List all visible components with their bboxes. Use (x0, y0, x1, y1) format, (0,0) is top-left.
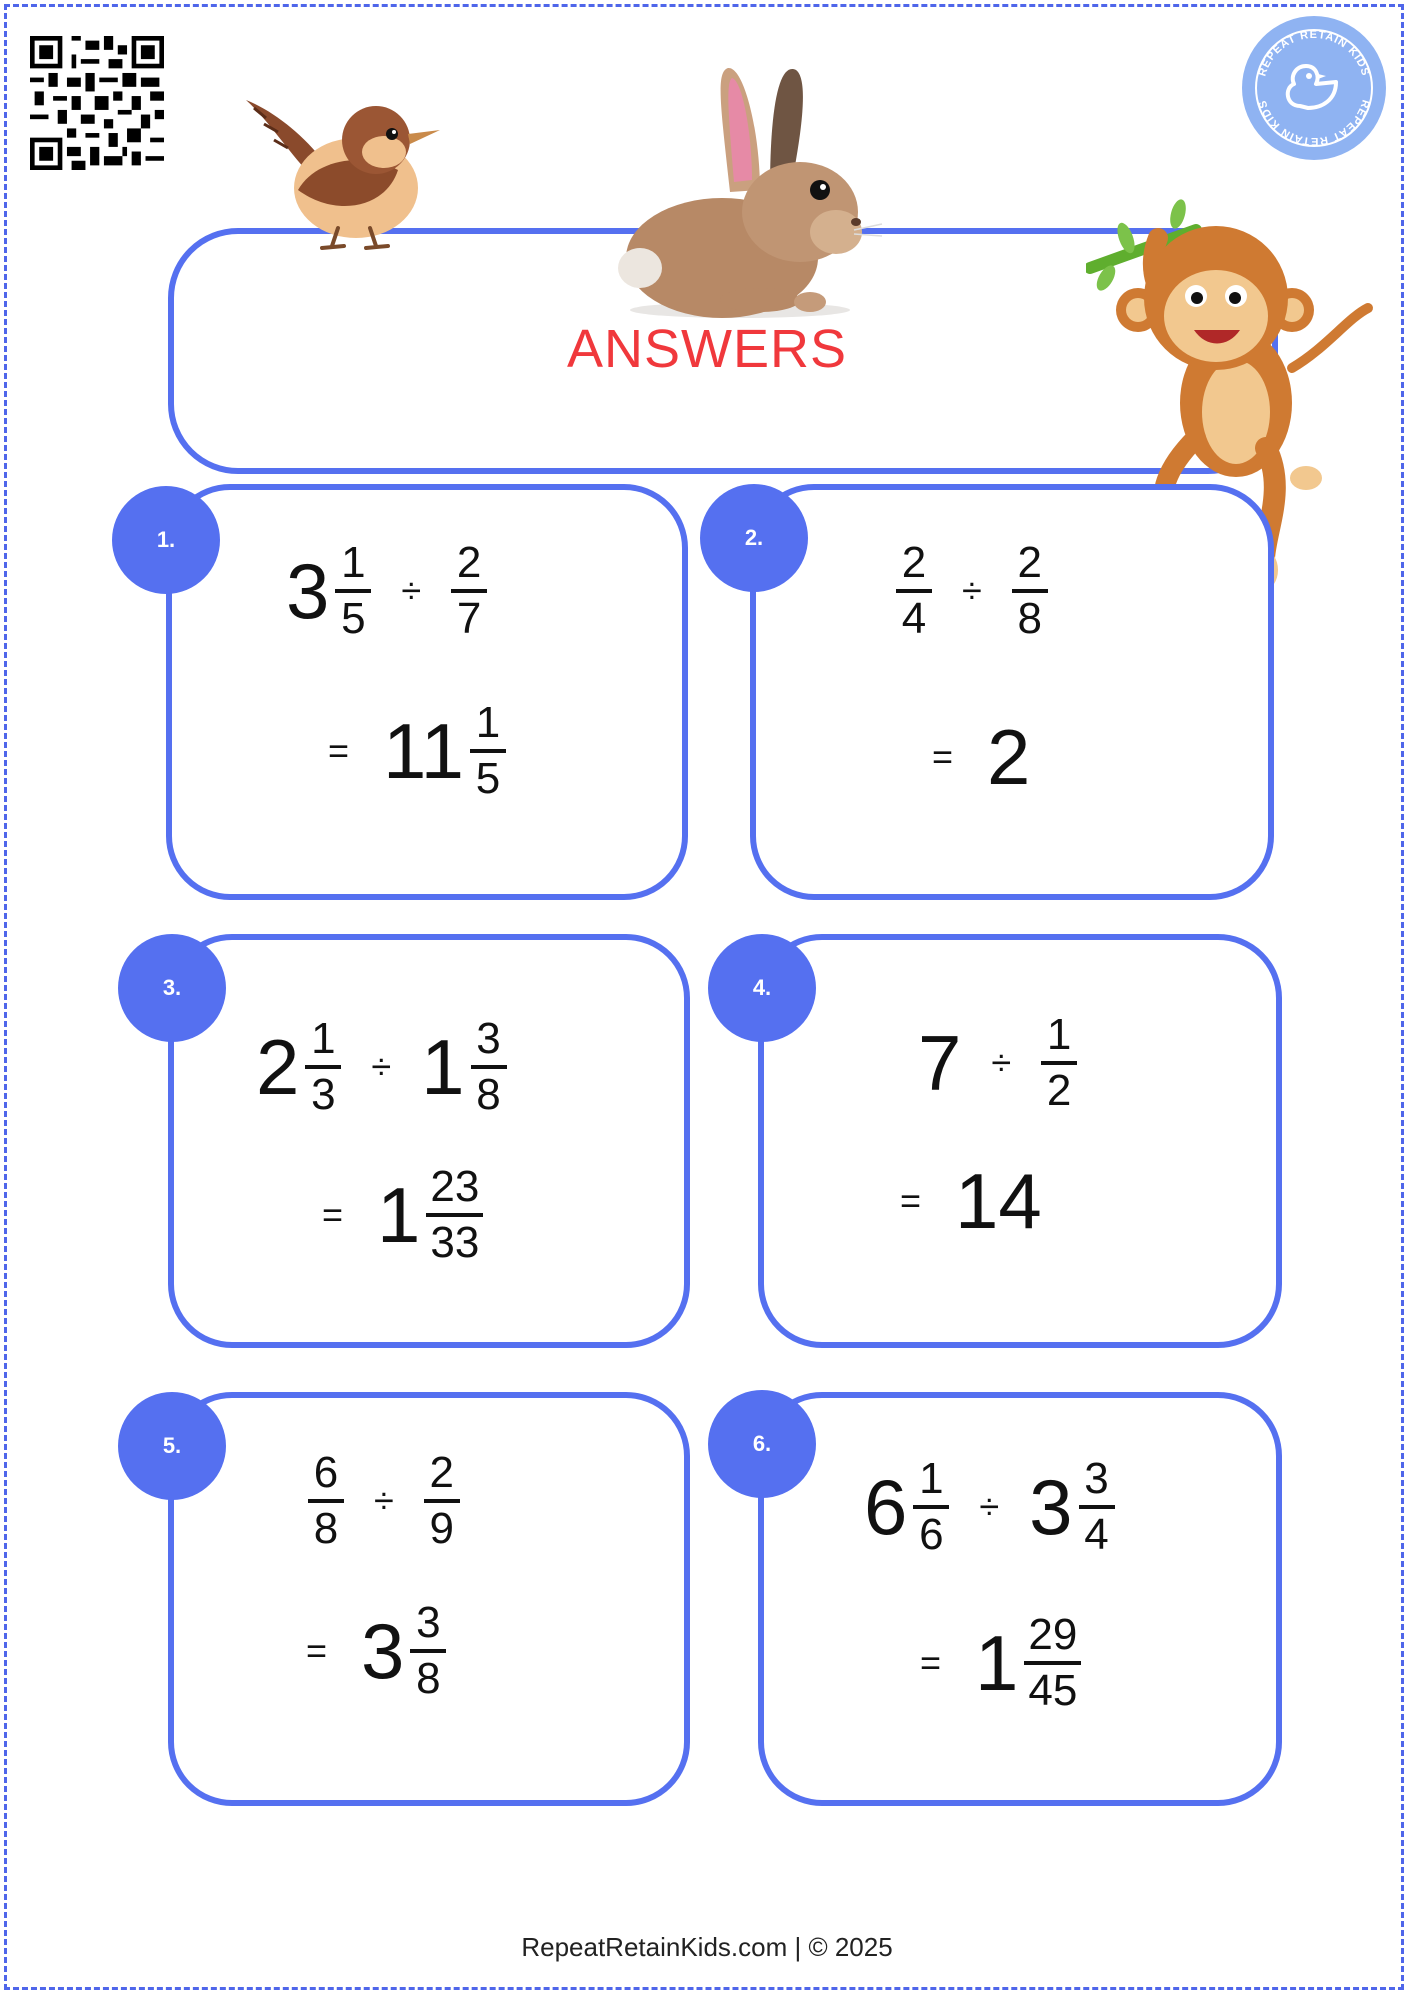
equals-sign: = (932, 736, 954, 777)
fraction: $\frac{2}{4}$ (896, 540, 932, 642)
question-number-badge: 5. (118, 1392, 226, 1500)
fraction: $\frac{3}{8}$ (471, 1016, 507, 1118)
fraction: $\frac{1}{5}$ (335, 540, 371, 642)
answer-expression (328, 700, 506, 802)
answer-value: 2 (987, 713, 1031, 801)
fraction: $\frac{3}{8}$ (410, 1600, 446, 1702)
fraction: $\frac{29}{45}$ (1024, 1612, 1081, 1714)
problem-expression (286, 540, 487, 642)
question-card-3 (168, 934, 690, 1348)
fraction: $\frac{6}{8}$ (308, 1450, 344, 1552)
divide-sign: ÷ (374, 1480, 394, 1522)
answer-expression (306, 1600, 446, 1702)
problem-expression (308, 1450, 460, 1552)
question-number-badge: 3. (118, 934, 226, 1042)
question-number-badge: 1. (112, 486, 220, 594)
page-title: ANSWERS (566, 319, 848, 379)
mixed-number (286, 540, 371, 642)
answer-value (361, 1600, 446, 1702)
equals-sign: = (900, 1180, 922, 1221)
whole-part: 3 (286, 547, 330, 636)
fraction: $\frac{1}{6}$ (913, 1456, 949, 1558)
whole-part: 3 (361, 1607, 405, 1696)
question-number-badge: 6. (708, 1390, 816, 1498)
question-card-4 (758, 934, 1282, 1348)
equals-sign: = (328, 730, 350, 772)
equals-sign: = (306, 1630, 328, 1672)
problem-expression (256, 1016, 507, 1118)
question-card-6 (758, 1392, 1282, 1806)
answer-expression (932, 713, 1031, 801)
answer-value: 14 (955, 1157, 1042, 1245)
answer-value (975, 1612, 1081, 1714)
equals-sign: = (322, 1194, 344, 1236)
footer-credit: RepeatRetainKids.com | © 2025 (521, 1932, 893, 1962)
answer-value (377, 1164, 483, 1266)
whole-part: 2 (256, 1023, 300, 1112)
mixed-number (421, 1016, 506, 1118)
divide-sign: ÷ (979, 1486, 1000, 1528)
answer-expression (322, 1164, 483, 1266)
whole-part: 3 (1029, 1463, 1073, 1552)
fraction: $\frac{3}{4}$ (1079, 1456, 1115, 1558)
svg-text:REPEAT RETAIN KIDS: REPEAT RETAIN KIDS (1256, 98, 1372, 148)
whole-part: 1 (377, 1171, 421, 1260)
whole-part: 1 (421, 1023, 465, 1112)
mixed-number (1029, 1456, 1114, 1558)
whole-part: 6 (864, 1463, 908, 1552)
answer-expression (920, 1612, 1081, 1714)
divide-sign: ÷ (991, 1042, 1012, 1084)
problem-expression (896, 540, 1048, 642)
fraction: $\frac{2}{9}$ (424, 1450, 460, 1552)
logo[interactable] (1240, 14, 1388, 162)
qr-code[interactable] (30, 36, 164, 170)
problem-expression (918, 1012, 1077, 1114)
whole-part: 7 (918, 1019, 962, 1108)
fraction: $\frac{23}{33}$ (426, 1164, 483, 1266)
whole-part: 11 (383, 707, 465, 796)
mixed-number (256, 1016, 341, 1118)
question-number-badge: 4. (708, 934, 816, 1042)
fraction: $\frac{1}{2}$ (1041, 1012, 1077, 1114)
fraction: $\frac{2}{8}$ (1012, 540, 1048, 642)
mixed-number (864, 1456, 949, 1558)
divide-sign: ÷ (401, 570, 422, 612)
problem-expression (864, 1456, 1115, 1558)
answer-value (383, 700, 506, 802)
rabbit-illustration (610, 62, 890, 322)
fraction: $\frac{2}{7}$ (451, 540, 487, 642)
question-number-badge: 2. (700, 484, 808, 592)
fraction: $\frac{1}{3}$ (305, 1016, 341, 1118)
answer-expression (900, 1157, 1042, 1245)
whole-part: 1 (975, 1619, 1019, 1708)
divide-sign: ÷ (962, 570, 982, 612)
divide-sign: ÷ (371, 1046, 392, 1088)
equals-sign: = (920, 1642, 942, 1684)
fraction: $\frac{1}{5}$ (470, 700, 506, 802)
svg-text:REPEAT RETAIN KIDS: REPEAT RETAIN KIDS (1256, 28, 1372, 78)
bird-illustration (226, 78, 446, 258)
